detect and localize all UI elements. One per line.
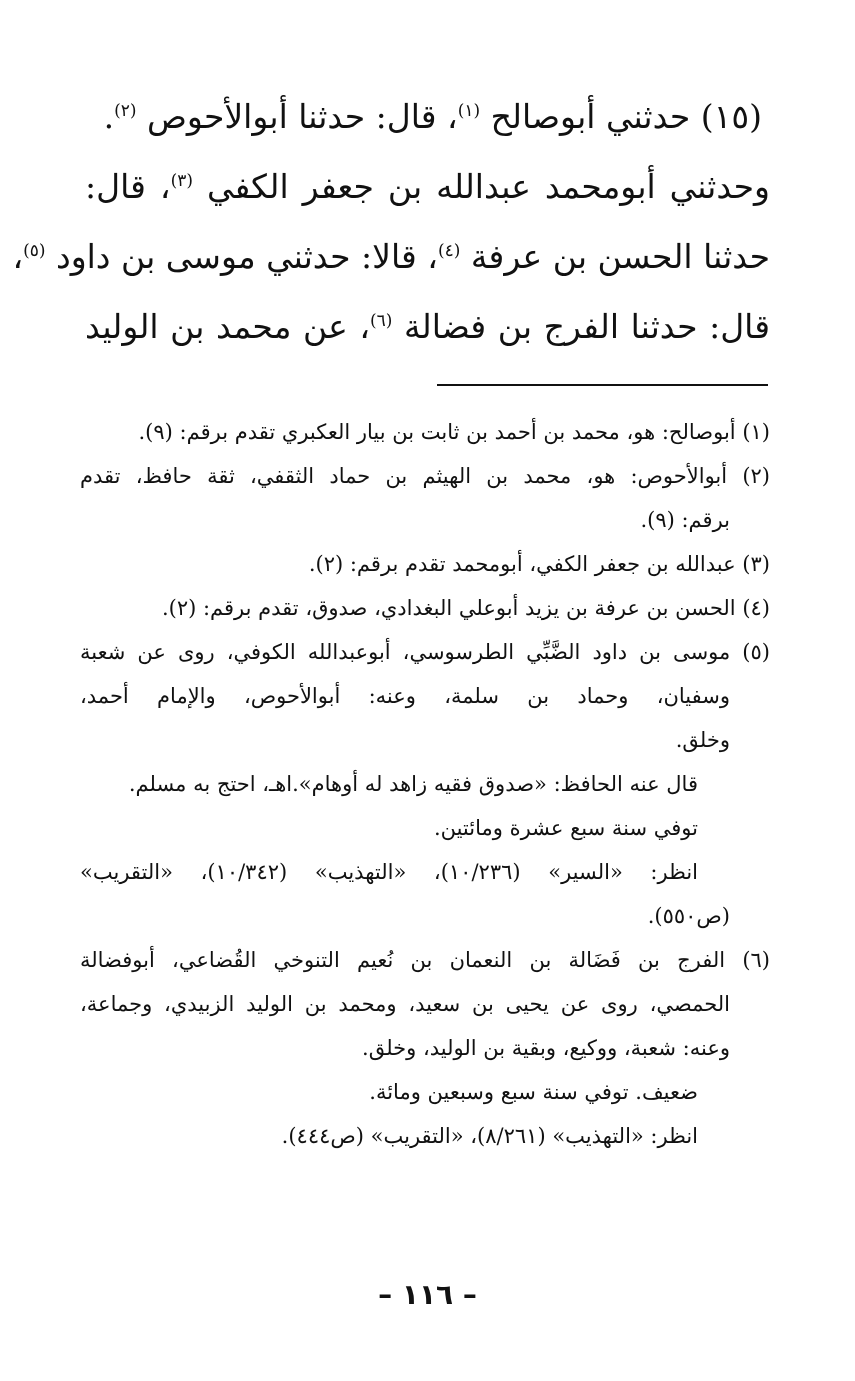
footnote-line: (١) أبوصالح: هو، محمد بن أحمد بن ثابت بن بيار العكبري تقدم برقم: (٩). <box>138 420 770 444</box>
footnote-line: وسفيان، وحماد بن سلمة، وعنه: أبوالأحوص، والإمام أحمد، <box>80 684 730 708</box>
main-text-segment: ، <box>12 237 24 276</box>
main-text-line <box>12 222 770 292</box>
footnote-line: (ص٥٥٠). <box>647 904 730 928</box>
main-text-segment: قال: حدثنا الفرج بن فضالة <box>392 307 770 346</box>
main-text-segment: وحدثني أبومحمد عبدالله بن جعفر الكفي <box>193 167 770 206</box>
main-text-line <box>85 152 770 222</box>
footnote-ref[interactable]: (٢) <box>114 101 137 121</box>
footnote-line: (٥) موسى بن داود الضَّبِّي الطرسوسي، أبوعبدالله الكوفي، روى عن شعبة <box>80 640 770 664</box>
main-text-segment: ، قال: حدثنا أبوالأحوص <box>136 97 458 136</box>
main-text-line <box>85 82 770 152</box>
main-text <box>12 82 770 362</box>
footnote-divider <box>437 384 768 386</box>
footnote-line: الحمصي، روى عن يحيى بن سعيد، ومحمد بن الوليد الزبيدي، وجماعة، <box>80 992 730 1016</box>
footnote-line: برقم: (٩). <box>640 508 730 532</box>
main-text-segment: حدثنا الحسن بن عرفة <box>460 237 770 276</box>
footnote-ref[interactable]: (٣) <box>170 171 193 191</box>
footnote-line: وعنه: شعبة، ووكيع، وبقية بن الوليد، وخلق. <box>362 1036 730 1060</box>
main-text-segment: (١٥) حدثني أبوصالح <box>480 97 762 136</box>
main-text-segment: ، قال: <box>85 167 171 206</box>
footnote-line: انظر: «التهذيب» (٨/٢٦١)، «التقريب» (ص٤٤٤). <box>281 1124 698 1148</box>
footnote-ref[interactable]: (٦) <box>370 311 393 331</box>
footnote-line: ضعيف. توفي سنة سبع وسبعين ومائة. <box>369 1080 698 1104</box>
footnote-line: انظر: «السير» (١٠/٢٣٦)، «التهذيب» (١٠/٣٤٢)، «التقريب» <box>80 860 699 884</box>
footnotes <box>80 410 770 1158</box>
footnote-line: (٣) عبدالله بن جعفر الكفي، أبومحمد تقدم برقم: (٢). <box>308 552 770 576</box>
main-text-segment: ، عن محمد بن الوليد <box>85 307 370 346</box>
footnote-line: وخلق. <box>675 728 730 752</box>
page-number: – ١١٦ – <box>378 1278 477 1311</box>
footnote-line: توفي سنة سبع عشرة ومائتين. <box>433 816 698 840</box>
footnote-ref[interactable]: (٥) <box>23 241 46 261</box>
main-text-segment: . <box>103 97 115 136</box>
footnote-ref[interactable]: (٤) <box>437 241 461 261</box>
footnote-line: قال عنه الحافظ: «صدوق فقيه زاهد له أوهام».اهـ، احتج به مسلم. <box>128 772 698 796</box>
footnote-line: (٤) الحسن بن عرفة بن يزيد أبوعلي البغدادي، صدوق، تقدم برقم: (٢). <box>161 596 770 620</box>
main-text-line <box>85 292 770 362</box>
footnote-line: (٦) الفرج بن فَضَالة بن النعمان بن نُعيم التنوخي القُضاعي، أبوفضالة <box>80 948 770 972</box>
footnote-ref[interactable]: (١) <box>457 101 481 121</box>
footnote-line: (٢) أبوالأحوص: هو، محمد بن الهيثم بن حماد الثقفي، ثقة حافظ، تقدم <box>80 464 770 488</box>
main-text-segment: ، قالا: حدثني موسى بن داود <box>45 237 438 276</box>
